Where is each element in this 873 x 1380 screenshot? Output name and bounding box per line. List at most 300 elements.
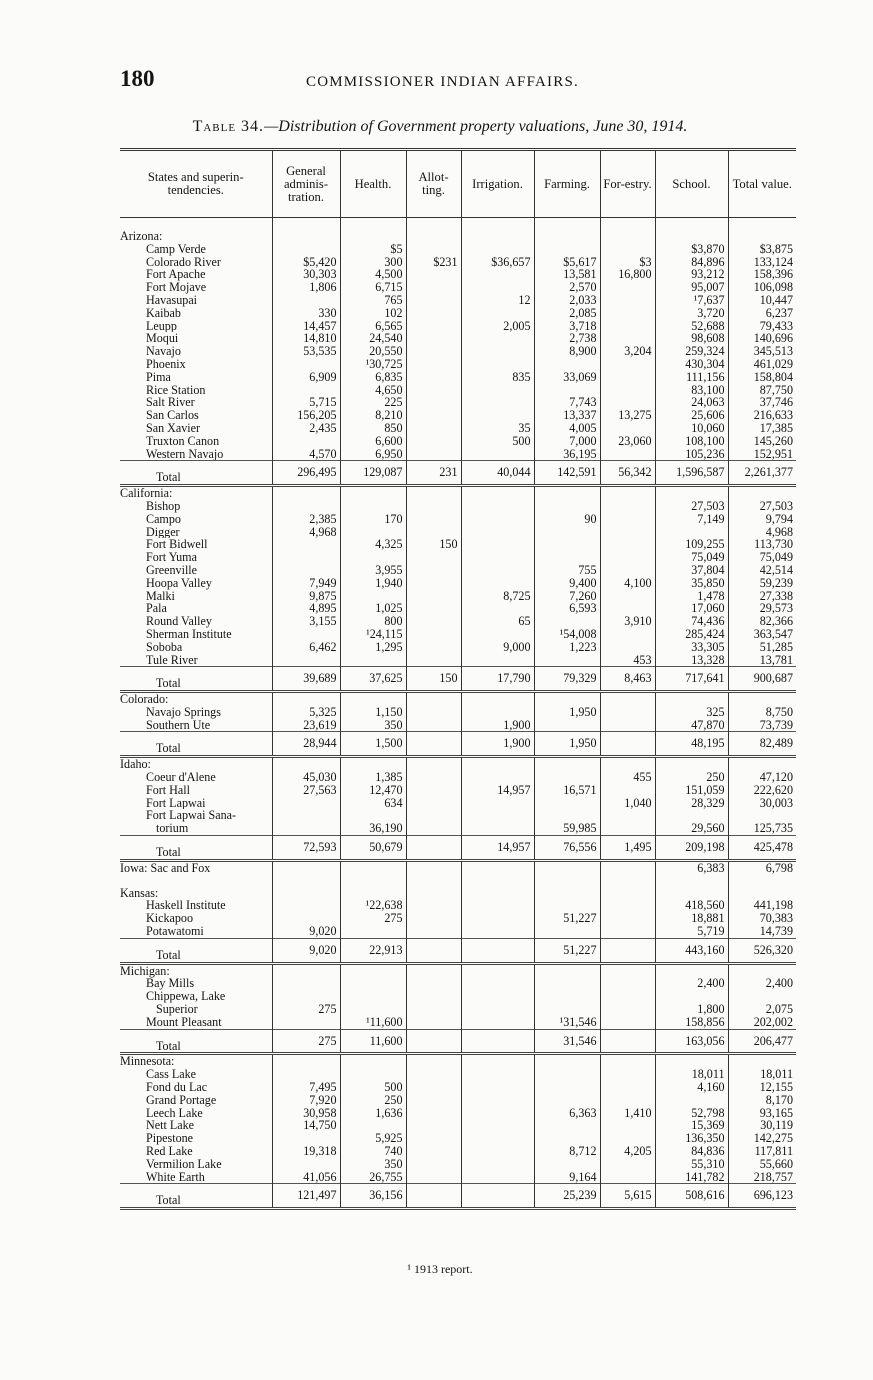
value-cell: 15,369 bbox=[655, 1119, 728, 1132]
value-cell bbox=[272, 963, 340, 977]
value-cell: 350 bbox=[340, 1158, 406, 1171]
value-cell bbox=[600, 860, 655, 874]
value-cell: 259,324 bbox=[655, 345, 728, 358]
value-cell: 65 bbox=[461, 615, 534, 628]
value-cell bbox=[406, 719, 461, 732]
value-cell: 500 bbox=[340, 1081, 406, 1094]
value-cell bbox=[461, 1029, 534, 1054]
total-row bbox=[120, 836, 796, 861]
state-name: Michigan: bbox=[120, 963, 170, 978]
value-cell: 330 bbox=[272, 307, 340, 320]
value-cell: 296,495 bbox=[272, 461, 340, 486]
superintendency-name: Havasupai bbox=[146, 293, 198, 307]
value-cell: 6,950 bbox=[340, 448, 406, 461]
value-cell: 6,600 bbox=[340, 435, 406, 448]
value-cell bbox=[534, 1094, 600, 1107]
value-cell: 3,720 bbox=[655, 307, 728, 320]
value-cell: 23,619 bbox=[272, 719, 340, 732]
value-cell bbox=[600, 371, 655, 384]
value-cell bbox=[406, 836, 461, 861]
value-cell: 2,033 bbox=[534, 294, 600, 307]
value-cell bbox=[272, 757, 340, 771]
value-cell bbox=[534, 797, 600, 810]
spacer-row bbox=[120, 218, 796, 231]
value-cell: 145,260 bbox=[728, 435, 796, 448]
superintendency-name: Kickapoo bbox=[146, 912, 194, 926]
value-cell bbox=[534, 757, 600, 771]
value-cell: 216,633 bbox=[728, 409, 796, 422]
value-cell: 634 bbox=[340, 797, 406, 810]
value-cell: 6,909 bbox=[272, 371, 340, 384]
table-row bbox=[120, 1068, 796, 1081]
value-cell bbox=[461, 230, 534, 243]
table-row bbox=[120, 615, 796, 628]
value-cell: 23,060 bbox=[600, 435, 655, 448]
value-cell bbox=[272, 294, 340, 307]
value-cell: 6,363 bbox=[534, 1107, 600, 1120]
value-cell: 25,606 bbox=[655, 409, 728, 422]
superintendency-name: Fort Mojave bbox=[146, 281, 207, 294]
value-cell bbox=[655, 757, 728, 771]
column-header: General adminis-tration. bbox=[272, 150, 340, 218]
value-cell: 52,798 bbox=[655, 1107, 728, 1120]
value-cell: 3,910 bbox=[600, 615, 655, 628]
value-cell: 59,239 bbox=[728, 577, 796, 590]
total-row bbox=[120, 461, 796, 486]
value-cell: 151,059 bbox=[655, 784, 728, 797]
total-label: Total bbox=[120, 836, 272, 861]
value-cell bbox=[534, 526, 600, 539]
value-cell: 90 bbox=[534, 513, 600, 526]
value-cell bbox=[461, 513, 534, 526]
value-cell bbox=[600, 784, 655, 797]
superintendency-name: Kaibab bbox=[146, 306, 181, 320]
superintendency-name: Round Valley bbox=[146, 615, 212, 628]
value-cell bbox=[461, 1068, 534, 1081]
value-cell bbox=[461, 500, 534, 513]
table-row bbox=[120, 371, 796, 384]
state-heading-row bbox=[120, 486, 796, 500]
value-cell: 13,581 bbox=[534, 268, 600, 281]
value-cell bbox=[406, 809, 461, 822]
value-cell: 84,896 bbox=[655, 256, 728, 269]
table-row bbox=[120, 628, 796, 641]
value-cell: 275 bbox=[272, 1003, 340, 1016]
superintendency-name: Navajo Springs bbox=[146, 705, 221, 719]
value-cell: 74,436 bbox=[655, 615, 728, 628]
value-cell bbox=[406, 307, 461, 320]
value-cell bbox=[600, 1171, 655, 1184]
value-cell bbox=[461, 771, 534, 784]
value-cell: 1,410 bbox=[600, 1107, 655, 1120]
state-name: Idaho: bbox=[120, 757, 151, 772]
value-cell bbox=[461, 577, 534, 590]
value-cell: 30,003 bbox=[728, 797, 796, 810]
value-cell bbox=[534, 486, 600, 500]
value-cell bbox=[406, 409, 461, 422]
value-cell bbox=[600, 590, 655, 603]
value-cell bbox=[406, 990, 461, 1003]
superintendency-name: Superior bbox=[156, 1003, 198, 1016]
value-cell bbox=[534, 977, 600, 990]
value-cell bbox=[534, 1081, 600, 1094]
value-cell: ¹30,725 bbox=[340, 358, 406, 371]
superintendency-name: Grand Portage bbox=[146, 1093, 217, 1107]
value-cell bbox=[272, 797, 340, 810]
value-cell bbox=[534, 230, 600, 243]
superintendency-name: Fort Apache bbox=[146, 268, 206, 282]
value-cell: 2,400 bbox=[655, 977, 728, 990]
value-cell: 47,120 bbox=[728, 771, 796, 784]
value-cell: 6,798 bbox=[728, 860, 796, 874]
value-cell: 9,794 bbox=[728, 513, 796, 526]
value-cell: 84,836 bbox=[655, 1145, 728, 1158]
value-cell: 1,636 bbox=[340, 1107, 406, 1120]
column-header: Farming. bbox=[534, 150, 600, 218]
value-cell: 9,020 bbox=[272, 938, 340, 963]
value-cell: 27,563 bbox=[272, 784, 340, 797]
value-cell bbox=[406, 1068, 461, 1081]
value-cell bbox=[406, 887, 461, 900]
value-cell: 33,069 bbox=[534, 371, 600, 384]
value-cell bbox=[600, 320, 655, 333]
value-cell: 5,615 bbox=[600, 1184, 655, 1209]
value-cell bbox=[272, 822, 340, 835]
value-cell bbox=[461, 938, 534, 963]
table-row bbox=[120, 822, 796, 835]
superintendency-name: Salt River bbox=[146, 396, 195, 410]
value-cell: 7,260 bbox=[534, 590, 600, 603]
value-cell: 93,212 bbox=[655, 268, 728, 281]
value-cell bbox=[728, 230, 796, 243]
superintendency-name: Nett Lake bbox=[146, 1119, 195, 1133]
value-cell: 430,304 bbox=[655, 358, 728, 371]
value-cell: 8,900 bbox=[534, 345, 600, 358]
value-cell bbox=[600, 358, 655, 371]
value-cell bbox=[461, 1016, 534, 1029]
value-cell bbox=[461, 384, 534, 397]
value-cell: 1,950 bbox=[534, 706, 600, 719]
value-cell: 27,338 bbox=[728, 590, 796, 603]
value-cell bbox=[600, 422, 655, 435]
value-cell bbox=[272, 887, 340, 900]
value-cell: 443,160 bbox=[655, 938, 728, 963]
value-cell bbox=[728, 1054, 796, 1068]
value-cell bbox=[600, 551, 655, 564]
value-cell bbox=[406, 230, 461, 243]
value-cell: $3 bbox=[600, 256, 655, 269]
value-cell: 53,535 bbox=[272, 345, 340, 358]
value-cell bbox=[406, 757, 461, 771]
value-cell: 1,478 bbox=[655, 590, 728, 603]
value-cell: 1,223 bbox=[534, 641, 600, 654]
value-cell: 13,781 bbox=[728, 654, 796, 667]
value-cell bbox=[272, 500, 340, 513]
value-cell bbox=[406, 564, 461, 577]
value-cell: 39,689 bbox=[272, 667, 340, 692]
value-cell: 37,804 bbox=[655, 564, 728, 577]
value-cell: 526,320 bbox=[728, 938, 796, 963]
value-cell bbox=[534, 358, 600, 371]
table-row bbox=[120, 771, 796, 784]
value-cell: 106,098 bbox=[728, 281, 796, 294]
value-cell: 9,020 bbox=[272, 925, 340, 938]
value-cell bbox=[461, 963, 534, 977]
value-cell: 755 bbox=[534, 564, 600, 577]
value-cell: 1,500 bbox=[340, 732, 406, 757]
value-cell: 30,303 bbox=[272, 268, 340, 281]
superintendency-name: Chippewa, Lake bbox=[146, 990, 226, 1004]
value-cell bbox=[406, 371, 461, 384]
value-cell bbox=[534, 887, 600, 900]
value-cell: 900,687 bbox=[728, 667, 796, 692]
value-cell: 108,100 bbox=[655, 435, 728, 448]
value-cell: 2,005 bbox=[461, 320, 534, 333]
value-cell: 51,285 bbox=[728, 641, 796, 654]
value-cell: 1,040 bbox=[600, 797, 655, 810]
value-cell: 441,198 bbox=[728, 899, 796, 912]
value-cell bbox=[406, 641, 461, 654]
value-cell: 1,495 bbox=[600, 836, 655, 861]
value-cell bbox=[534, 538, 600, 551]
value-cell: 82,366 bbox=[728, 615, 796, 628]
value-cell bbox=[534, 990, 600, 1003]
value-cell: 2,400 bbox=[728, 977, 796, 990]
table-row bbox=[120, 422, 796, 435]
value-cell: 3,204 bbox=[600, 345, 655, 358]
value-cell bbox=[461, 797, 534, 810]
value-cell: 27,503 bbox=[655, 500, 728, 513]
value-cell bbox=[406, 243, 461, 256]
value-cell bbox=[600, 963, 655, 977]
value-cell: 6,237 bbox=[728, 307, 796, 320]
value-cell: 425,478 bbox=[728, 836, 796, 861]
value-cell bbox=[340, 925, 406, 938]
value-cell: $5,420 bbox=[272, 256, 340, 269]
value-cell: 24,540 bbox=[340, 332, 406, 345]
value-cell bbox=[728, 963, 796, 977]
value-cell bbox=[340, 963, 406, 977]
value-cell: 56,342 bbox=[600, 461, 655, 486]
value-cell bbox=[461, 887, 534, 900]
table-row bbox=[120, 1158, 796, 1171]
total-row bbox=[120, 1184, 796, 1209]
value-cell bbox=[461, 1054, 534, 1068]
value-cell: 14,957 bbox=[461, 784, 534, 797]
value-cell bbox=[340, 757, 406, 771]
value-cell bbox=[406, 615, 461, 628]
value-cell bbox=[272, 899, 340, 912]
value-cell bbox=[461, 1184, 534, 1209]
spacer-row bbox=[120, 875, 796, 887]
superintendency-name: Soboba bbox=[146, 640, 183, 654]
value-cell: 50,679 bbox=[340, 836, 406, 861]
value-cell bbox=[600, 1054, 655, 1068]
value-cell: 12,470 bbox=[340, 784, 406, 797]
superintendency-name: Tule River bbox=[146, 653, 198, 667]
value-cell: 5,325 bbox=[272, 706, 340, 719]
value-cell bbox=[655, 1054, 728, 1068]
value-cell: 36,190 bbox=[340, 822, 406, 835]
value-cell bbox=[600, 977, 655, 990]
value-cell: 209,198 bbox=[655, 836, 728, 861]
value-cell: 325 bbox=[655, 706, 728, 719]
value-cell bbox=[406, 332, 461, 345]
table-row bbox=[120, 977, 796, 990]
state-heading-row bbox=[120, 757, 796, 771]
value-cell: 51,227 bbox=[534, 912, 600, 925]
value-cell: 4,325 bbox=[340, 538, 406, 551]
value-cell bbox=[600, 938, 655, 963]
value-cell bbox=[406, 422, 461, 435]
value-cell bbox=[600, 1029, 655, 1054]
superintendency-name: Fort Bidwell bbox=[146, 538, 208, 552]
value-cell bbox=[600, 641, 655, 654]
value-cell: 158,804 bbox=[728, 371, 796, 384]
value-cell bbox=[272, 486, 340, 500]
table-row bbox=[120, 990, 796, 1003]
value-cell: 8,725 bbox=[461, 590, 534, 603]
value-cell bbox=[534, 551, 600, 564]
total-label: Total bbox=[120, 732, 272, 757]
value-cell bbox=[340, 990, 406, 1003]
superintendency-name: Leech Lake bbox=[146, 1106, 203, 1120]
value-cell bbox=[600, 526, 655, 539]
state-name: Iowa: Sac and Fox bbox=[120, 860, 211, 875]
value-cell: ¹7,637 bbox=[655, 294, 728, 307]
value-cell: 1,900 bbox=[461, 732, 534, 757]
value-cell: 250 bbox=[655, 771, 728, 784]
value-cell bbox=[406, 294, 461, 307]
value-cell: 40,044 bbox=[461, 461, 534, 486]
table-row bbox=[120, 1094, 796, 1107]
value-cell bbox=[340, 977, 406, 990]
value-cell: 121,497 bbox=[272, 1184, 340, 1209]
value-cell: 5,715 bbox=[272, 396, 340, 409]
value-cell: 30,958 bbox=[272, 1107, 340, 1120]
value-cell bbox=[340, 551, 406, 564]
value-cell: 158,396 bbox=[728, 268, 796, 281]
value-cell bbox=[600, 887, 655, 900]
value-cell: 95,007 bbox=[655, 281, 728, 294]
table-row bbox=[120, 860, 796, 874]
value-cell: 142,591 bbox=[534, 461, 600, 486]
value-cell bbox=[461, 1119, 534, 1132]
value-cell bbox=[461, 1003, 534, 1016]
value-cell bbox=[406, 963, 461, 977]
total-row bbox=[120, 938, 796, 963]
value-cell bbox=[406, 1003, 461, 1016]
value-cell: 18,881 bbox=[655, 912, 728, 925]
value-cell bbox=[340, 1003, 406, 1016]
value-cell: 1,596,587 bbox=[655, 461, 728, 486]
value-cell: 13,337 bbox=[534, 409, 600, 422]
value-cell: 36,156 bbox=[340, 1184, 406, 1209]
table-row bbox=[120, 243, 796, 256]
value-cell bbox=[461, 977, 534, 990]
value-cell: 8,210 bbox=[340, 409, 406, 422]
value-cell: 345,513 bbox=[728, 345, 796, 358]
value-cell bbox=[600, 692, 655, 706]
value-cell: 12,155 bbox=[728, 1081, 796, 1094]
value-cell: 17,385 bbox=[728, 422, 796, 435]
table-row bbox=[120, 577, 796, 590]
value-cell: 140,696 bbox=[728, 332, 796, 345]
value-cell: 4,100 bbox=[600, 577, 655, 590]
value-cell: 4,895 bbox=[272, 602, 340, 615]
total-row bbox=[120, 1029, 796, 1054]
superintendency-name: Pima bbox=[146, 370, 171, 384]
value-cell bbox=[406, 899, 461, 912]
value-cell bbox=[600, 448, 655, 461]
value-cell bbox=[534, 615, 600, 628]
value-cell bbox=[461, 912, 534, 925]
value-cell: 35,850 bbox=[655, 577, 728, 590]
table-row bbox=[120, 551, 796, 564]
state-name: Minnesota: bbox=[120, 1054, 175, 1069]
value-cell: 55,310 bbox=[655, 1158, 728, 1171]
value-cell bbox=[600, 757, 655, 771]
value-cell: 18,011 bbox=[728, 1068, 796, 1081]
value-cell: 31,546 bbox=[534, 1029, 600, 1054]
value-cell: 2,435 bbox=[272, 422, 340, 435]
state-heading-row bbox=[120, 963, 796, 977]
value-cell bbox=[406, 384, 461, 397]
value-cell: 6,462 bbox=[272, 641, 340, 654]
value-cell: 13,275 bbox=[600, 409, 655, 422]
value-cell bbox=[406, 577, 461, 590]
value-cell: 8,170 bbox=[728, 1094, 796, 1107]
value-cell bbox=[600, 822, 655, 835]
value-cell bbox=[406, 486, 461, 500]
value-cell: 24,063 bbox=[655, 396, 728, 409]
value-cell: 129,087 bbox=[340, 461, 406, 486]
value-cell: 150 bbox=[406, 538, 461, 551]
value-cell bbox=[406, 628, 461, 641]
superintendency-name: Red Lake bbox=[146, 1145, 193, 1158]
value-cell: 7,000 bbox=[534, 435, 600, 448]
value-cell bbox=[461, 899, 534, 912]
value-cell bbox=[461, 358, 534, 371]
value-cell bbox=[461, 396, 534, 409]
value-cell: 48,195 bbox=[655, 732, 728, 757]
value-cell bbox=[655, 1094, 728, 1107]
state-name: California: bbox=[120, 486, 173, 501]
value-cell bbox=[340, 500, 406, 513]
superintendency-name: Truxton Canon bbox=[146, 434, 220, 448]
value-cell bbox=[406, 1081, 461, 1094]
column-header: For-estry. bbox=[600, 150, 655, 218]
value-cell: 20,550 bbox=[340, 345, 406, 358]
value-cell: 1,940 bbox=[340, 577, 406, 590]
value-cell: 59,985 bbox=[534, 822, 600, 835]
value-cell bbox=[600, 307, 655, 320]
value-cell: 22,913 bbox=[340, 938, 406, 963]
superintendency-name: Coeur d'Alene bbox=[146, 771, 216, 784]
value-cell bbox=[340, 486, 406, 500]
superintendency-name: Fond du Lac bbox=[146, 1081, 208, 1094]
value-cell: 8,463 bbox=[600, 667, 655, 692]
value-cell: 2,738 bbox=[534, 332, 600, 345]
value-cell: 363,547 bbox=[728, 628, 796, 641]
superintendency-name: Pipestone bbox=[146, 1132, 194, 1145]
value-cell bbox=[534, 692, 600, 706]
value-cell: 6,383 bbox=[655, 860, 728, 874]
value-cell: 1,385 bbox=[340, 771, 406, 784]
value-cell bbox=[600, 990, 655, 1003]
value-cell bbox=[272, 551, 340, 564]
value-cell: 285,424 bbox=[655, 628, 728, 641]
